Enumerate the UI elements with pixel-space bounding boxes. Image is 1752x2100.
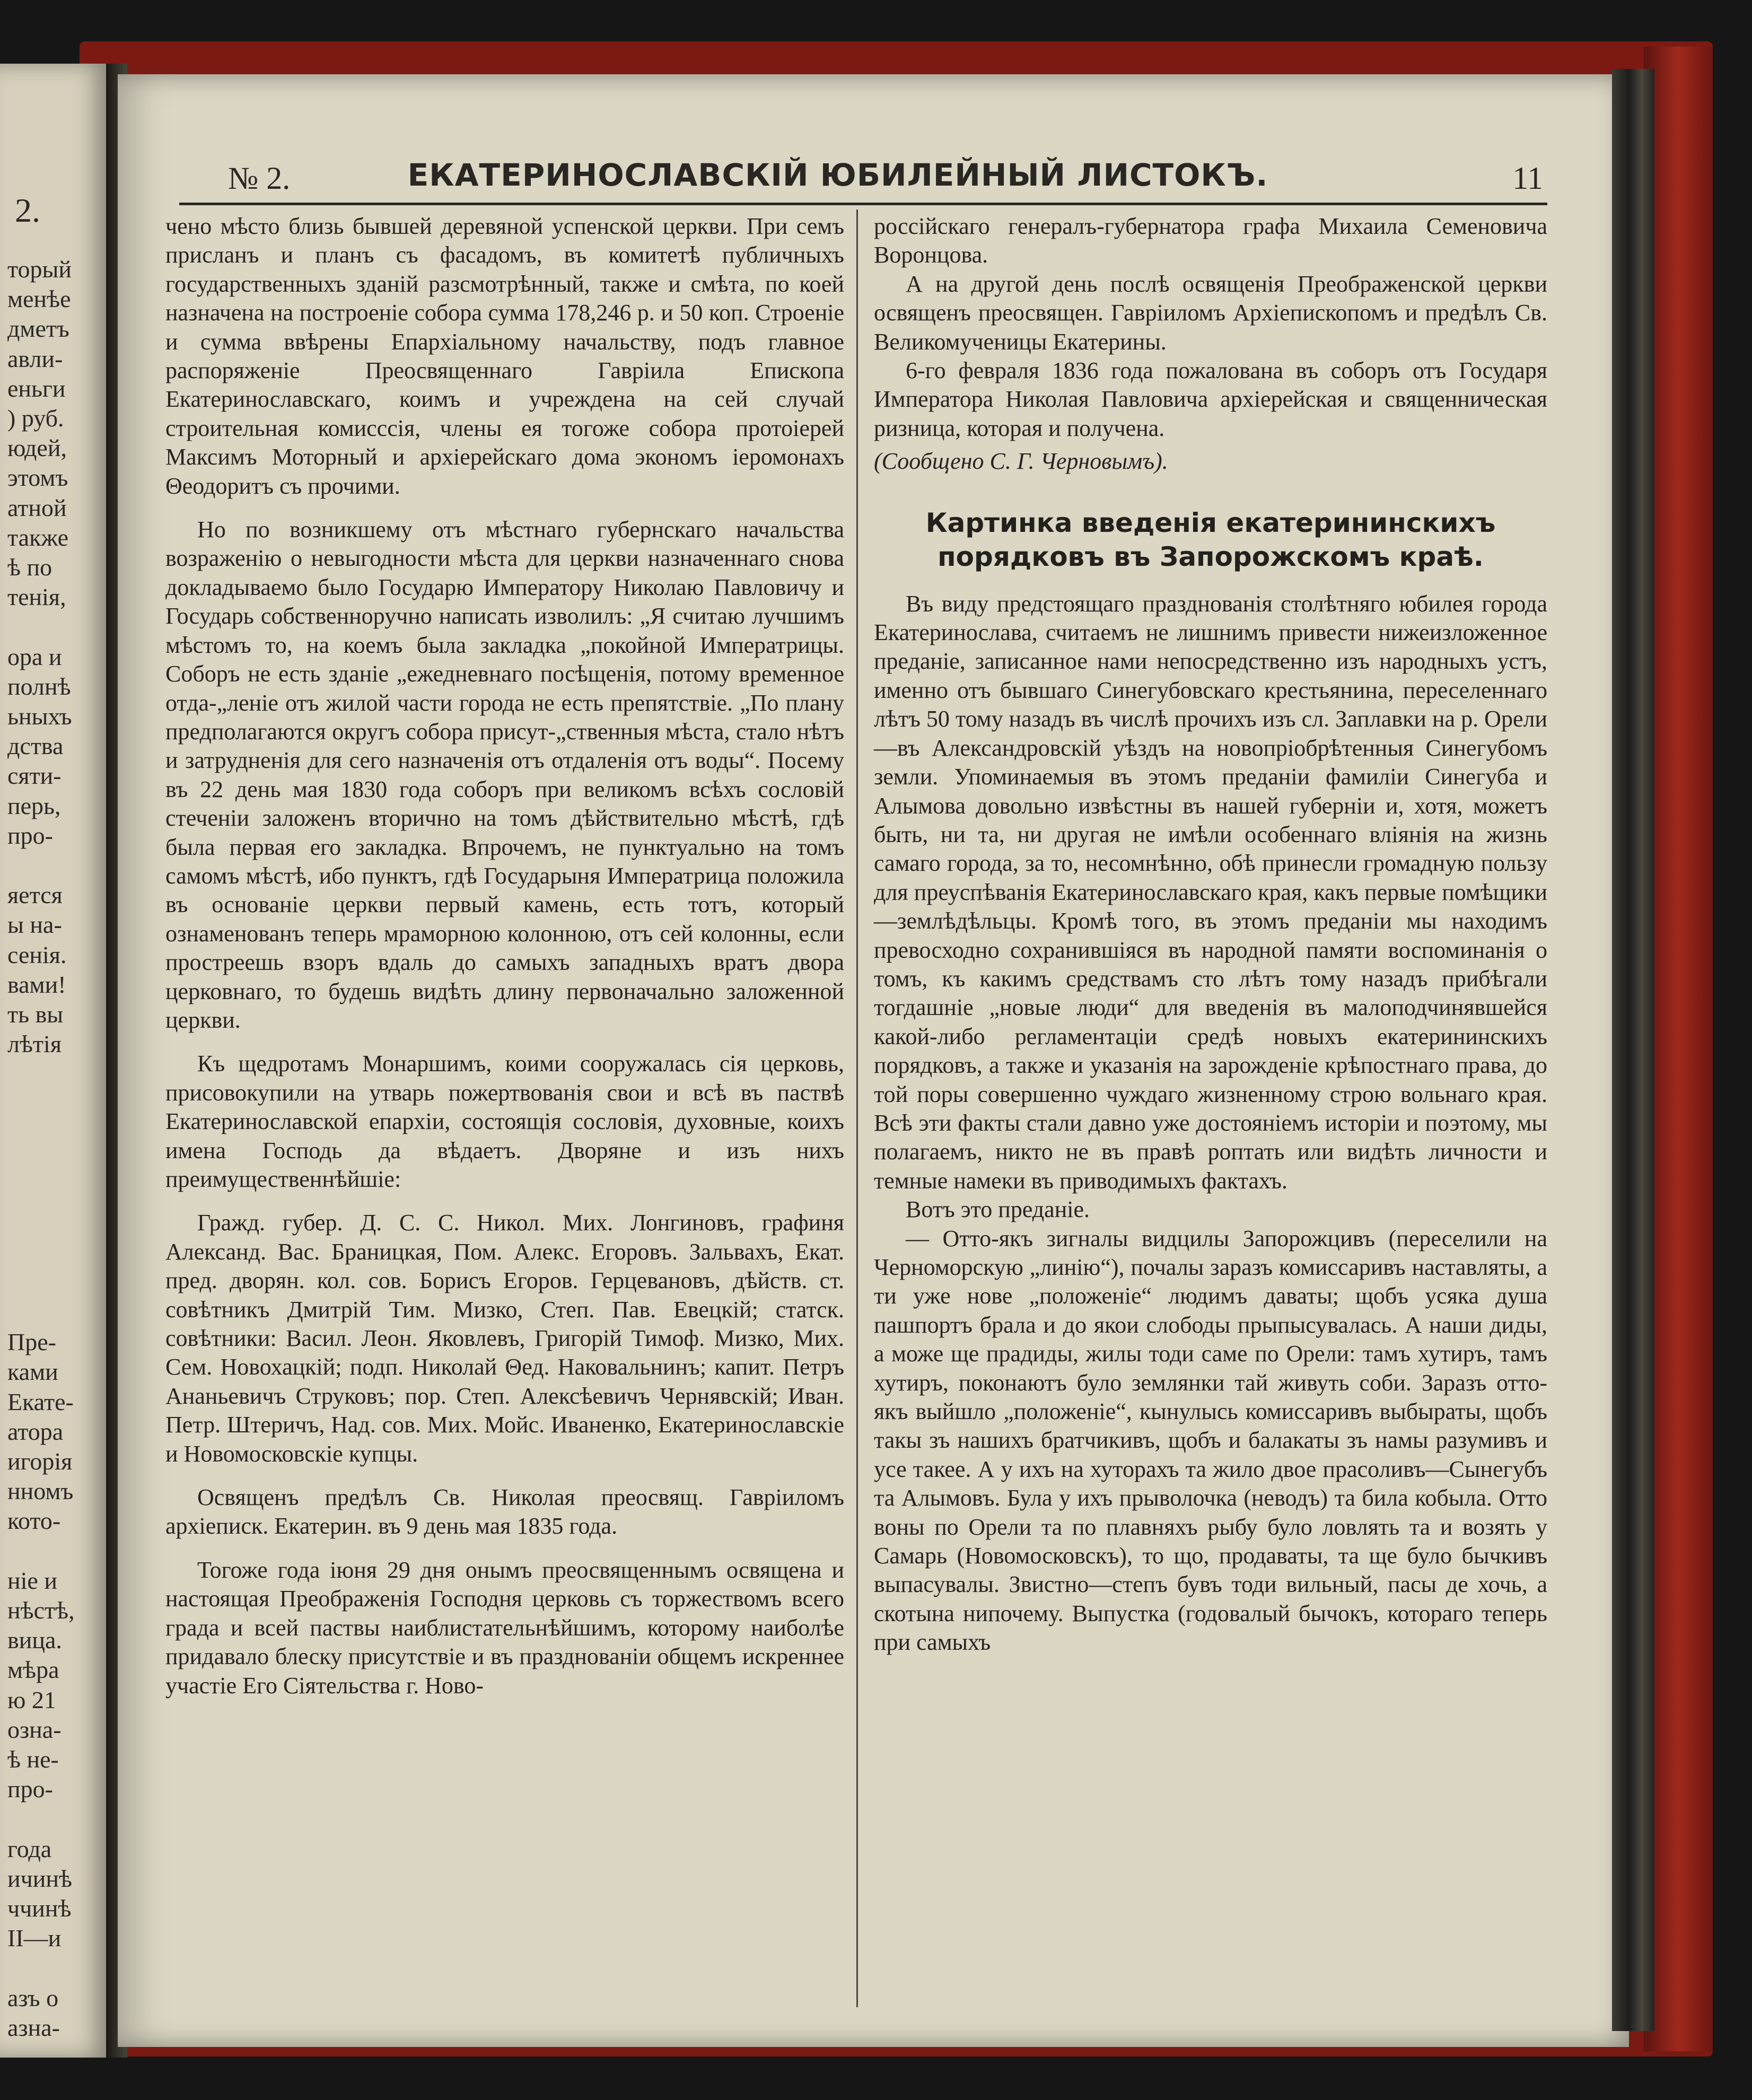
left-page-line: также (7, 523, 69, 551)
left-page-line: ю 21 (7, 1686, 56, 1713)
paragraph: чено мѣсто близь бывшей деревяной успенской церкви. При семъ присланъ и планъ съ фасадомъ, въ комитетѣ публичныхъ государственныхъ зданій разсмотрѣнный, также и смѣта, по коей назначена на построеніе собора сумма 178,246 р. и 50 коп. Строеніе и сумма ввѣрены Епархіальному начальству, подъ главное распоряженіе Преосвященнаго Гавріила Епископа Екатеринославскаго, коимъ и учреждена на сей случай строительная комисссія, члены ея тогоже собора протоіерей Максимъ Моторный и архіерейскаго дома экономъ іеромонахъ Θеодоритъ съ прочими. (165, 213, 844, 499)
left-page-line: ѣ не- (7, 1746, 59, 1773)
paragraph: Вотъ это преданіе. (906, 1196, 1090, 1223)
left-page-line: этомъ (7, 464, 68, 492)
article-title: Картинка введенія екатерининскихъ порядковъ въ Запорожскомъ краѣ. (925, 507, 1496, 572)
left-page-line: про- (7, 1775, 53, 1803)
left-page-line: перь, (7, 792, 61, 819)
left-page-line: нномъ (7, 1477, 74, 1505)
left-page-line: тенія, (7, 583, 66, 611)
left-page-line: торый (7, 256, 72, 283)
left-page-line: ніе и (7, 1567, 57, 1594)
left-page-line: кото- (7, 1507, 61, 1535)
left-column (165, 212, 844, 1700)
signature: (Сообщено С. Г. Черновымъ). (874, 448, 1168, 475)
left-page-line: азъ о (7, 1984, 59, 2011)
left-page-number: 2. (15, 191, 40, 229)
paragraph: Гражд. губер. Д. С. С. Никол. Мих. Лонгиновъ, графиня Александ. Вас. Браницкая, Пом. Алекс. Егоровъ. Зальвахъ, Екат. пред. дворян. кол. сов. Борисъ Егоров. Герцевановъ, дѣйств. ст. совѣтникъ Дмитрій Тим. Мизко, Степ. Пав. Евецкій; статск. совѣтники: Васил. Леон. Яковлевъ, Григорій Тимоф. Мизко, Мих. Сем. Новохацкій; подп. Николай Θед. Наковальнинъ; капит. Петръ Ананьевичъ Струковъ; пор. Степ. Алексѣевичъ Чернявскій; Иван. Петр. Штеричъ, Над. сов. Мих. Мойс. Иваненко, Екатеринославскіе и Новомосковскіе купцы. (165, 1210, 844, 1467)
page-header (122, 154, 1554, 202)
left-page-line: лѣтія (7, 1030, 62, 1058)
column-divider (856, 209, 858, 2007)
paragraph: Къ щедротамъ Монаршимъ, коими сооружалась сія церковь, присовокупили на утварь пожертвованія свои и всѣ въ паствѣ Екатеринославской епархіи, состоящія сословія, духовные, коихъ имена Господь да вѣдаетъ. Дворяне и изъ нихъ преимущественнѣйшіе: (165, 1051, 844, 1192)
left-page-line: ть вы (7, 1001, 64, 1028)
paragraph: Но по возникшему отъ мѣстнаго губернскаго начальства возраженію о невыгодности мѣста для церкви назначеннаго снова докладываемо было Государю Императору Николаю Павловичу и Государь собственноручно написать изволилъ: „Я считаю лучшимъ мѣстомъ то, на коемъ была закладка „покойной Императрицы. Соборъ не есть зданіе „ежедневнаго посѣщенія, потому временное отда-„леніе отъ жилой части города не есть препятствіе. „По плану предполагаются округъ собора присут-„ственныя мѣста, стало нѣтъ и затрудненія для сего назначенія отъ отдаленія отъ воды“. Посему въ 22 день мая 1830 года соборъ при великомъ всѣхъ сословій стеченіи заложенъ вторично на томъ дѣйствительно мѣстѣ, гдѣ была первая его закладка. Впрочемъ, не пунктуально на томъ самомъ мѣстѣ, ибо пунктъ, гдѣ Государыня Императрица положила въ основаніе церкви первый камень, есть тотъ, который ознаменованъ теперь мраморною колонною, отъ сей колонны, если простреешь взоръ вдаль до самыхъ западныхъ вратъ двора церковнаго, то будешь видѣть длину первоначально заложенной церкви. (165, 517, 844, 1033)
issue-number: № 2. (228, 161, 291, 196)
right-column (874, 212, 1547, 1657)
left-page-line: менѣе (7, 285, 71, 313)
left-page-fragment (0, 64, 111, 2058)
left-page-line: вица. (7, 1626, 62, 1654)
left-page-line: мѣра (7, 1656, 59, 1684)
left-page-line: Екате- (7, 1388, 74, 1415)
left-page-line: сяти- (7, 762, 62, 790)
left-page-line: ) руб. (7, 405, 64, 432)
newspaper-title: ЕКАТЕРИНОСЛАВСКIЙ ЮБИЛЕЙНЫЙ ЛИСТОКЪ. (407, 157, 1268, 193)
left-page-line: полнѣ (7, 672, 71, 700)
paragraph: 6-го февраля 1836 года пожалована въ соборъ отъ Государя Императора Николая Павловича архіерейская и священническая ризница, которая и получена. (874, 357, 1547, 441)
paragraph: А на другой день послѣ освященія Преображенской церкви освященъ преосвящен. Гавріиломъ Архіепископомъ и предѣлъ Св. Великомученицы Екатерины. (874, 270, 1547, 355)
paragraph: Въ виду предстоящаго празднованія столѣтняго юбилея города Екатеринослава, считаемъ не лишнимъ привести нижеизложенное преданіе, записанное нами непосредственно изъ народныхъ устъ, именно отъ бывшаго Синегубовскаго крестьянина, переселеннаго лѣтъ 50 тому назадъ въ числѣ прочихъ изъ сл. Заплавки на р. Орели—въ Александровскій уѣздъ на новопріобрѣтенныя Синегубомъ земли. Упоминаемыя въ этомъ преданіи фамиліи Синегуба и Алымова довольно извѣстны въ нашей губерніи и, хотя, можетъ быть, ни та, ни другая не имѣли особеннаго вліянія на жизнь самаго города, за то, несомнѣнно, обѣ принесли громадную пользу для преуспѣванія Екатеринославскаго края, какъ первые помѣщики—землѣдѣльцы. Кромѣ того, въ этомъ преданіи мы находимъ превосходно сохранившіяся въ народной памяти воспоминанія о томъ, къ какимъ средствамъ сто лѣтъ тому назадъ прибѣгали тогдашніе „новые люди“ для введенія въ малоподчинявшейся какой-либо регламентаціи средѣ новыхъ екатерининскихъ порядковъ, а также и указанія на зарожденіе крѣпостнаго права, до той поры совершенно чуждаго жизненному строю вольнаго края. Всѣ эти факты стали давно уже достояніемъ исторіи и поэтому, мы полагаемъ, никто не въ правѣ роптать или видѣть личности и темные намеки въ приводимыхъ фактахъ. (874, 590, 1547, 1194)
left-page-line: озна- (7, 1716, 62, 1743)
left-page-line: атной (7, 494, 67, 521)
left-page-line: дства (7, 732, 64, 760)
paragraph: Освященъ предѣлъ Св. Николая преосвящ. Гавріиломъ архіеписк. Екатерин. въ 9 день мая 1835 года. (165, 1484, 844, 1539)
left-page-line: еньги (7, 374, 66, 402)
left-page-line: атора (7, 1418, 64, 1445)
left-page-line: дметъ (7, 315, 69, 343)
left-page-line: II—и (7, 1924, 62, 1952)
left-page-line: про- (7, 821, 53, 849)
paragraph: Тогоже года іюня 29 дня онымъ преосвященнымъ освящена и настоящая Преображенія Господня церковь съ торжествомъ всего града и всей паствы наиблистательнѣйшимъ, которому наиболѣе придавало блеску присутствіе и въ празднованіи общемъ искреннее участіе Его Сіятельства г. Ново- (165, 1556, 844, 1699)
left-page-line: яется (7, 881, 63, 909)
page-number: 11 (1512, 161, 1543, 196)
paragraph: — Отто-якъ зигналы видцилы Запорожцивъ (переселили на Черноморскую „линію“), почалы заразъ комиссаривъ наставляты, а ти уже нове „положеніе“ людимъ даваты; щобъ усяка душа пашпортъ брала и до якои слободы прыпысувалась. А наши диды, а може ще прадиды, жилы тоди саме по Орели: тамъ хутиръ, тамъ хутиръ, поконаютъ було землянки тай живуть соби. Заразъ отто-якъ выйшло „положеніе“, кынулысь комиссаривъ выбыраты, щобъ такы зъ нашихъ братчикивъ, щобъ и балакаты зъ намы разумивъ и усе такее. А у ихъ на хуторахъ та жило двое прасоливъ—Сынегубъ та Алымовъ. Була у ихъ прыволочка (неводъ) та била кобыла. Отто воны по Орели та по плавняхъ рыбу було ловлять та и возять у Самарь (Новомосковскъ), то що, продаваты, та ще було бычкивъ выпасувалы. Звистно—степъ бувъ тоди вильный, пасы де хочь, а скотына нипочему. Выпустка (годовалый бычокъ, котораго теперь при самыхъ (874, 1225, 1547, 1656)
left-page-line: игорія (7, 1448, 73, 1475)
left-page-line: ичинѣ (7, 1865, 72, 1892)
left-page-line: Пре- (7, 1328, 56, 1356)
left-page-line: ьныхъ (7, 703, 72, 730)
left-page-line: юдей, (7, 434, 67, 462)
left-page-line: ччинѣ (7, 1895, 72, 1922)
left-page-line: ы на- (7, 911, 62, 939)
header-rule (179, 203, 1547, 205)
page-edge (1612, 69, 1654, 2031)
left-page-line: года (7, 1835, 52, 1862)
left-page-line: ѣ по (7, 554, 52, 581)
left-page-line: ора и (7, 643, 62, 670)
left-page-line: сенія. (7, 941, 67, 968)
paragraph: россійскаго генералъ-губернатора графа Михаила Семеновича Воронцова. (874, 213, 1547, 268)
left-page-line: авли- (7, 345, 63, 372)
left-page-line: вами! (7, 970, 66, 998)
left-page-line: азна- (7, 2014, 60, 2041)
left-page-line: ками (7, 1358, 58, 1386)
left-page-line: нѣстѣ, (7, 1597, 75, 1624)
